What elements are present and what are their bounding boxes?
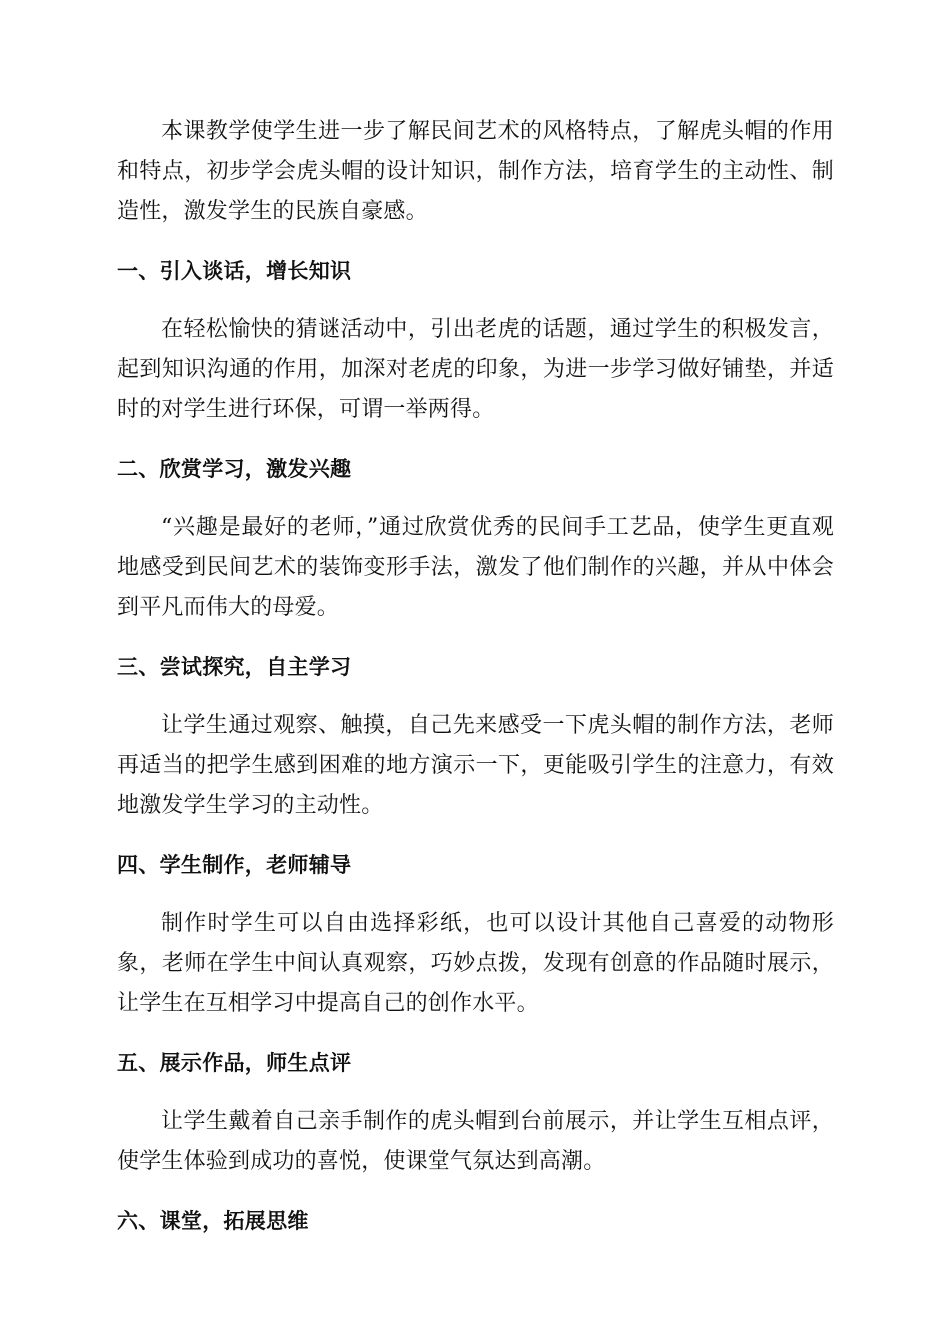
- section-4-heading: 四、学生制作，老师辅导: [117, 853, 352, 877]
- section-2-paragraph: “兴趣是最好的老师，”通过欣赏优秀的民间手工艺品，使学生更直观地感受到民间艺术的装饰变形手法，激发了他们制作的兴趣，并从中体会到平凡而伟大的母爱。: [117, 515, 834, 620]
- section-2-heading: 二、欣赏学习，激发兴趣: [117, 457, 352, 481]
- section-3-heading: 三、尝试探究，自主学习: [117, 655, 352, 679]
- section-5-paragraph: 让学生戴着自己亲手制作的虎头帽到台前展示，并让学生互相点评，使学生体验到成功的喜悦，使课堂气氛达到高潮。: [117, 1109, 834, 1174]
- intro-paragraph: 本课教学使学生进一步了解民间艺术的风格特点，了解虎头帽的作用和特点，初步学会虎头帽的设计知识，制作方法，培育学生的主动性、制造性，激发学生的民族自豪感。: [117, 119, 834, 224]
- section-3-paragraph: 让学生通过观察、触摸，自己先来感受一下虎头帽的制作方法，老师再适当的把学生感到困难的地方演示一下，更能吸引学生的注意力，有效地激发学生学习的主动性。: [117, 713, 834, 818]
- section-6-heading: 六、课堂，拓展思维: [117, 1209, 309, 1233]
- section-4-paragraph: 制作时学生可以自由选择彩纸，也可以设计其他自己喜爱的动物形象，老师在学生中间认真观察，巧妙点拨，发现有创意的作品随时展示，让学生在互相学习中提高自己的创作水平。: [117, 911, 834, 1016]
- section-5-heading: 五、展示作品，师生点评: [117, 1051, 352, 1075]
- section-1-heading: 一、引入谈话，增长知识: [117, 259, 352, 283]
- section-1-paragraph: 在轻松愉快的猜谜活动中，引出老虎的话题，通过学生的积极发言，起到知识沟通的作用，加深对老虎的印象，为进一步学习做好铺垫，并适时的对学生进行环保，可谓一举两得。: [117, 317, 834, 422]
